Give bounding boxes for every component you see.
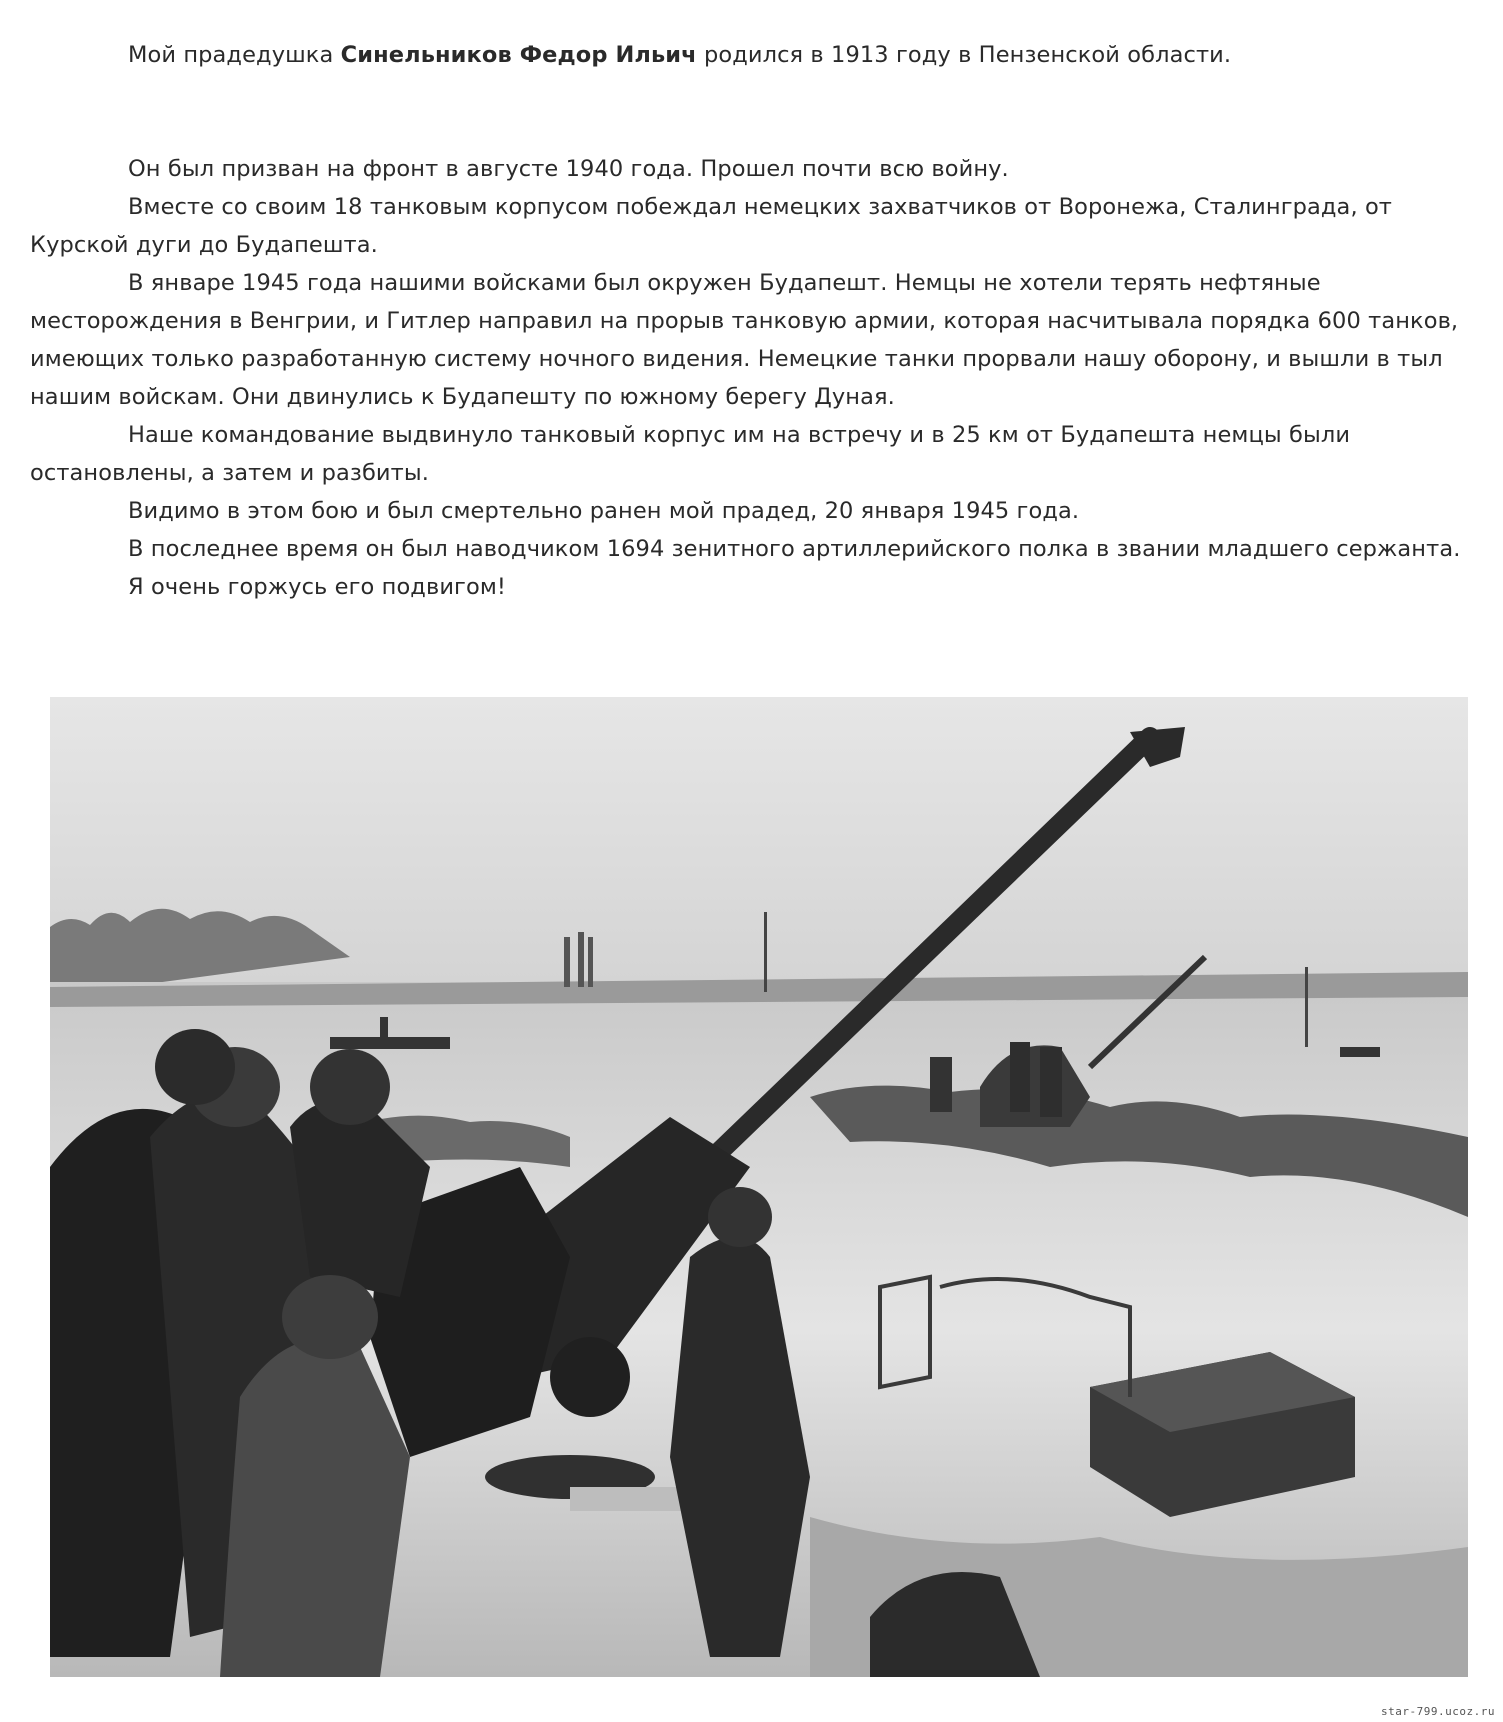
war-photograph: [50, 697, 1468, 1677]
paragraph-pride: Я очень горжусь его подвигом!: [128, 574, 507, 600]
paragraph-rank: В последнее время он был наводчиком 1694 зенитного артиллерийского полка в звании младшего сержанта.: [128, 536, 1461, 562]
biography-text: [30, 36, 1470, 606]
intro-text-after: родился в 1913 году в Пензенской области.: [696, 42, 1232, 68]
intro-paragraph: [30, 36, 1470, 74]
paragraph-command: Наше командование выдвинуло танковый корпус им на встречу и в 25 км от Будапешта немцы были остановлены, а затем и разбиты.: [30, 422, 1351, 486]
ancestor-name: Синельников Федор Ильич: [340, 42, 697, 68]
intro-text-before: Мой прадедушка: [128, 42, 341, 68]
paragraph-tank-corps: Вместе со своим 18 танковым корпусом побеждал немецких захватчиков от Воронежа, Сталинграда, от Курской дуги до Будапешта.: [30, 194, 1393, 258]
paragraph-budapest: В январе 1945 года нашими войсками был окружен Будапешт. Немцы не хотели терять нефтяные месторождения в Венгрии, и Гитлер направил на прорыв танковую армии, которая насчитывала порядка 600 танков, имеющих только разработанную систему ночного видения. Немецкие танки прорвали нашу оборону, и вышли в тыл нашим войскам. Они двинулись к Будапешту по южному берегу Дуная.: [30, 270, 1459, 410]
site-watermark: star-799.ucoz.ru: [1381, 1705, 1495, 1718]
anti-aircraft-gun-crew-photo: [50, 697, 1468, 1677]
paragraph-conscription: Он был призван на фронт в августе 1940 года. Прошел почти всю войну.: [128, 156, 1009, 182]
paragraph-wounded: Видимо в этом бою и был смертельно ранен мой прадед, 20 января 1945 года.: [128, 498, 1080, 524]
